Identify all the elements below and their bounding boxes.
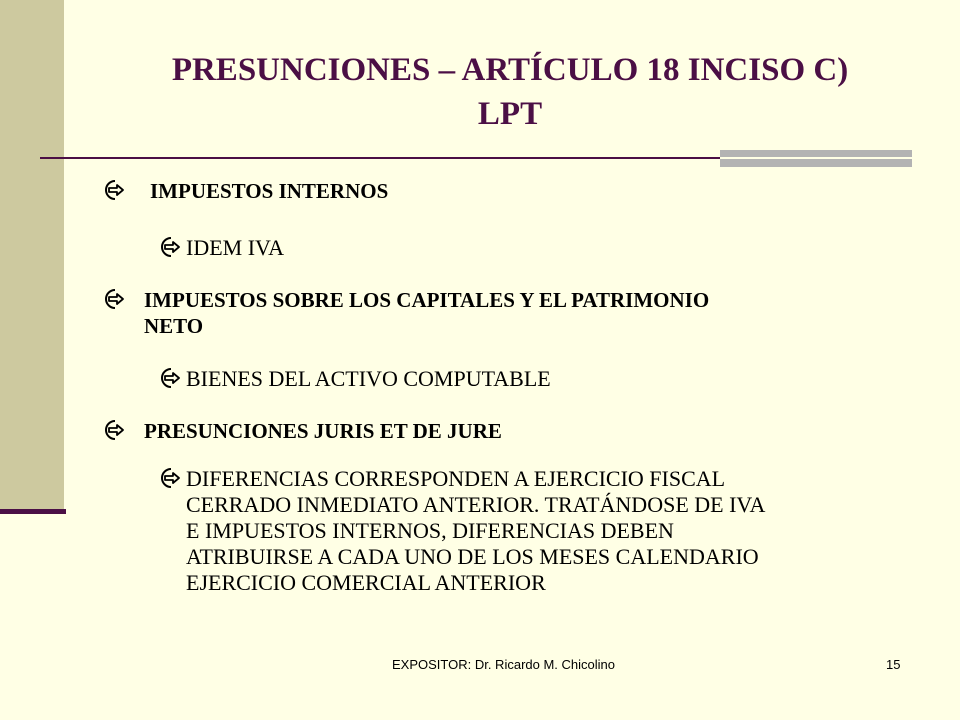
circled-arrow-right-icon: [104, 419, 126, 441]
slide-title-line2: LPT: [477, 96, 543, 132]
bullet-text-line: EJERCICIO COMERCIAL ANTERIOR: [186, 570, 546, 595]
bullet-text: PRESUNCIONES JURIS ET DE JURE: [144, 419, 502, 443]
bullet-text: IMPUESTOS INTERNOS: [150, 179, 389, 203]
circled-arrow-right-icon: [104, 288, 126, 310]
circled-arrow-right-icon: [104, 179, 126, 201]
bullet-text-line: CERRADO INMEDIATO ANTERIOR. TRATÁNDOSE DE IVA: [186, 492, 766, 517]
bullet-text: [144, 287, 709, 339]
bullet-text-line: ATRIBUIRSE A CADA UNO DE LOS MESES CALENDARIO: [186, 544, 759, 569]
bullet-text: IDEM IVA: [186, 235, 284, 260]
bullet-item: [104, 418, 502, 444]
bullet-text: [186, 466, 765, 596]
circled-arrow-right-icon: [160, 367, 182, 389]
bullet-item: [104, 178, 388, 204]
circled-arrow-right-icon: [160, 236, 182, 258]
bullet-text-line: NETO: [144, 314, 204, 338]
bullet-text: BIENES DEL ACTIVO COMPUTABLE: [186, 366, 551, 391]
bullet-text-line: E IMPUESTOS INTERNOS, DIFERENCIAS DEBEN: [186, 518, 674, 543]
bullet-item: [160, 235, 284, 261]
bullet-item: [160, 466, 765, 596]
bullet-item: [104, 287, 709, 339]
slide-title-line1: PRESUNCIONES – ARTÍCULO 18 INCISO C): [171, 52, 849, 88]
footer-page-number: 15: [886, 657, 901, 672]
footer-presenter: EXPOSITOR: Dr. Ricardo M. Chicolino: [392, 657, 615, 672]
bullet-text-line: DIFERENCIAS CORRESPONDEN A EJERCICIO FISCAL: [186, 466, 726, 491]
circled-arrow-right-icon: [160, 467, 182, 489]
bullet-item: [160, 366, 551, 392]
bullet-text-line: IMPUESTOS SOBRE LOS CAPITALES Y EL PATRIMONIO: [144, 288, 710, 312]
